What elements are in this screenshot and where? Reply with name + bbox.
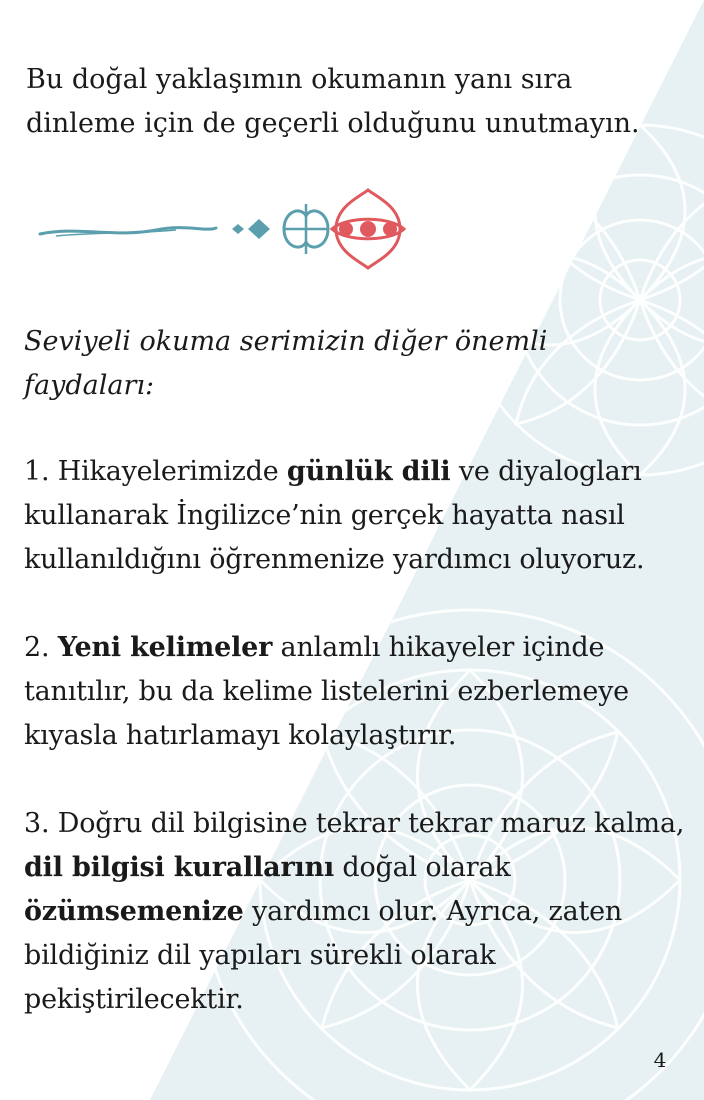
benefit-highlight: özümsemenize — [24, 896, 244, 927]
benefit-number: 3. — [24, 808, 50, 839]
benefit-number: 1. — [24, 456, 50, 487]
benefit-highlight: günlük dili — [286, 456, 451, 487]
benefit-text: ve diyalogları kullanarak İngilizce’nin gerçek hayatta nasıl kullanıldığını öğrenmenize yardımcı oluyoruz. — [24, 456, 645, 575]
page-number: 4 — [653, 1048, 667, 1072]
benefit-item — [24, 802, 692, 1022]
benefit-highlight: Yeni kelimeler — [57, 632, 273, 663]
benefit-text: yardımcı olur. Ayrıca, zaten bildiğiniz dil yapıları sürekli olarak pekiştirilecektir. — [24, 896, 623, 1015]
section-heading: Seviyeli okuma serimizin diğer önemli faydaları: — [24, 326, 548, 401]
benefit-highlight: dil bilgisi kurallarını — [24, 852, 335, 883]
benefits-list — [24, 450, 692, 1066]
benefit-text: Doğru dil bilgisine tekrar tekrar maruz kalma, — [49, 808, 685, 839]
benefit-item — [24, 626, 692, 758]
benefit-item — [24, 450, 692, 582]
benefit-text — [49, 632, 57, 663]
ornamental-divider-icon — [36, 186, 416, 272]
intro-paragraph: Bu doğal yaklaşımın okumanın yanı sıra dinleme için de geçerli olduğunu unutmayın. — [26, 64, 640, 139]
benefit-number: 2. — [24, 632, 50, 663]
benefit-text: anlamlı hikayeler içinde tanıtılır, bu da kelime listelerini ezberlemeye kıyasla hatırlamayı kolaylaştırır. — [24, 632, 629, 751]
benefit-text: doğal olarak — [334, 852, 511, 883]
benefit-text: Hikayelerimizde — [49, 456, 287, 487]
